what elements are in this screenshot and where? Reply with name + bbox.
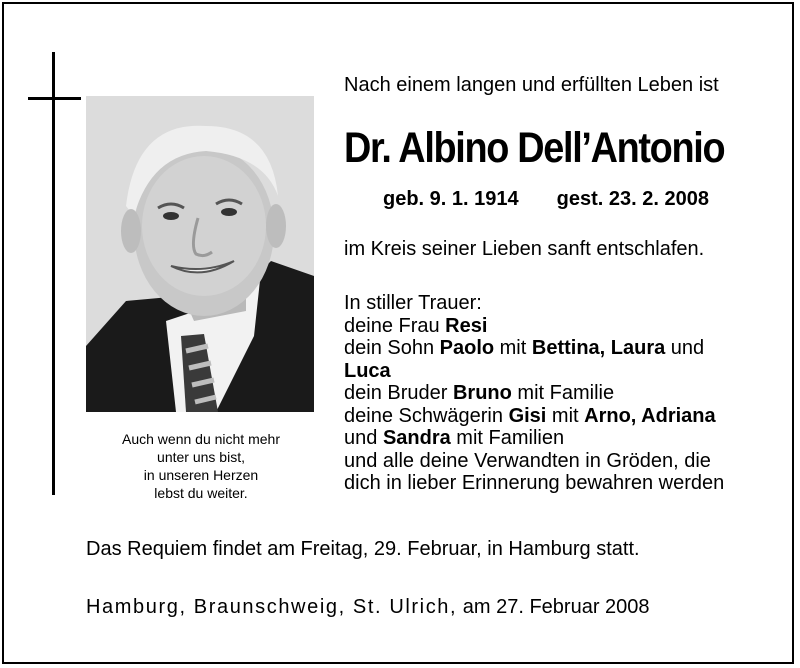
deceased-name: Dr. Albino Dell’Antonio bbox=[344, 124, 725, 172]
text: mit Familien bbox=[450, 427, 565, 449]
mourners-heading: In stiller Trauer: bbox=[344, 292, 482, 314]
requiem-text: Das Requiem findet am Freitag, 29. Februar, in Hamburg statt. bbox=[86, 538, 640, 560]
memorial-quote bbox=[86, 430, 316, 502]
mourner-name: Bettina, Laura bbox=[531, 337, 666, 359]
mourner-name: Gisi bbox=[508, 404, 547, 427]
mourner-name: Arno, Adriana bbox=[584, 404, 716, 427]
text: und bbox=[344, 427, 383, 449]
text: dein Bruder bbox=[344, 382, 453, 404]
life-dates bbox=[383, 188, 709, 211]
mourner-name: Sandra bbox=[382, 427, 451, 449]
birth-date: geb. 9. 1. 1914 bbox=[383, 188, 519, 210]
text: mit Familie bbox=[511, 382, 615, 404]
mourner-line bbox=[344, 427, 724, 450]
mourner-name: Luca bbox=[344, 359, 391, 382]
text: mit bbox=[494, 337, 532, 359]
quote-line: lebst du weiter. bbox=[154, 485, 248, 501]
mourner-line bbox=[344, 382, 724, 405]
text: deine Frau bbox=[344, 314, 446, 337]
cross-icon-bar bbox=[28, 97, 81, 100]
mourner-line: und alle deine Verwandten in Gröden, die bbox=[344, 449, 711, 472]
text: deine Schwägerin bbox=[344, 404, 509, 427]
places: Hamburg, Braunschweig, St. Ulrich, bbox=[86, 596, 458, 618]
mourner-name: Paolo bbox=[439, 337, 495, 359]
mourners-list bbox=[344, 292, 724, 495]
quote-line: unter uns bist, bbox=[157, 449, 245, 465]
mourner-line bbox=[344, 337, 724, 360]
place-date-line bbox=[86, 596, 650, 619]
mourner-line: dich in lieber Erinnerung bewahren werden bbox=[344, 472, 725, 494]
mourner-name: Resi bbox=[445, 314, 488, 337]
portrait-photo bbox=[86, 96, 314, 412]
cross-icon bbox=[52, 52, 55, 495]
mourner-name: Bruno bbox=[452, 382, 512, 404]
mourner-line bbox=[344, 405, 724, 428]
text: dein Sohn bbox=[344, 337, 440, 359]
text: und bbox=[665, 337, 705, 359]
quote-line: Auch wenn du nicht mehr bbox=[122, 431, 280, 447]
quote-line: in unseren Herzen bbox=[143, 467, 259, 483]
mourner-line bbox=[344, 360, 724, 383]
mourner-line bbox=[344, 315, 724, 338]
text: mit bbox=[546, 404, 585, 427]
notice-date: am 27. Februar 2008 bbox=[457, 596, 650, 618]
passed-text: im Kreis seiner Lieben sanft entschlafen. bbox=[344, 238, 705, 260]
death-date: gest. 23. 2. 2008 bbox=[556, 188, 709, 210]
intro-text: Nach einem langen und erfüllten Leben ist bbox=[344, 74, 719, 96]
